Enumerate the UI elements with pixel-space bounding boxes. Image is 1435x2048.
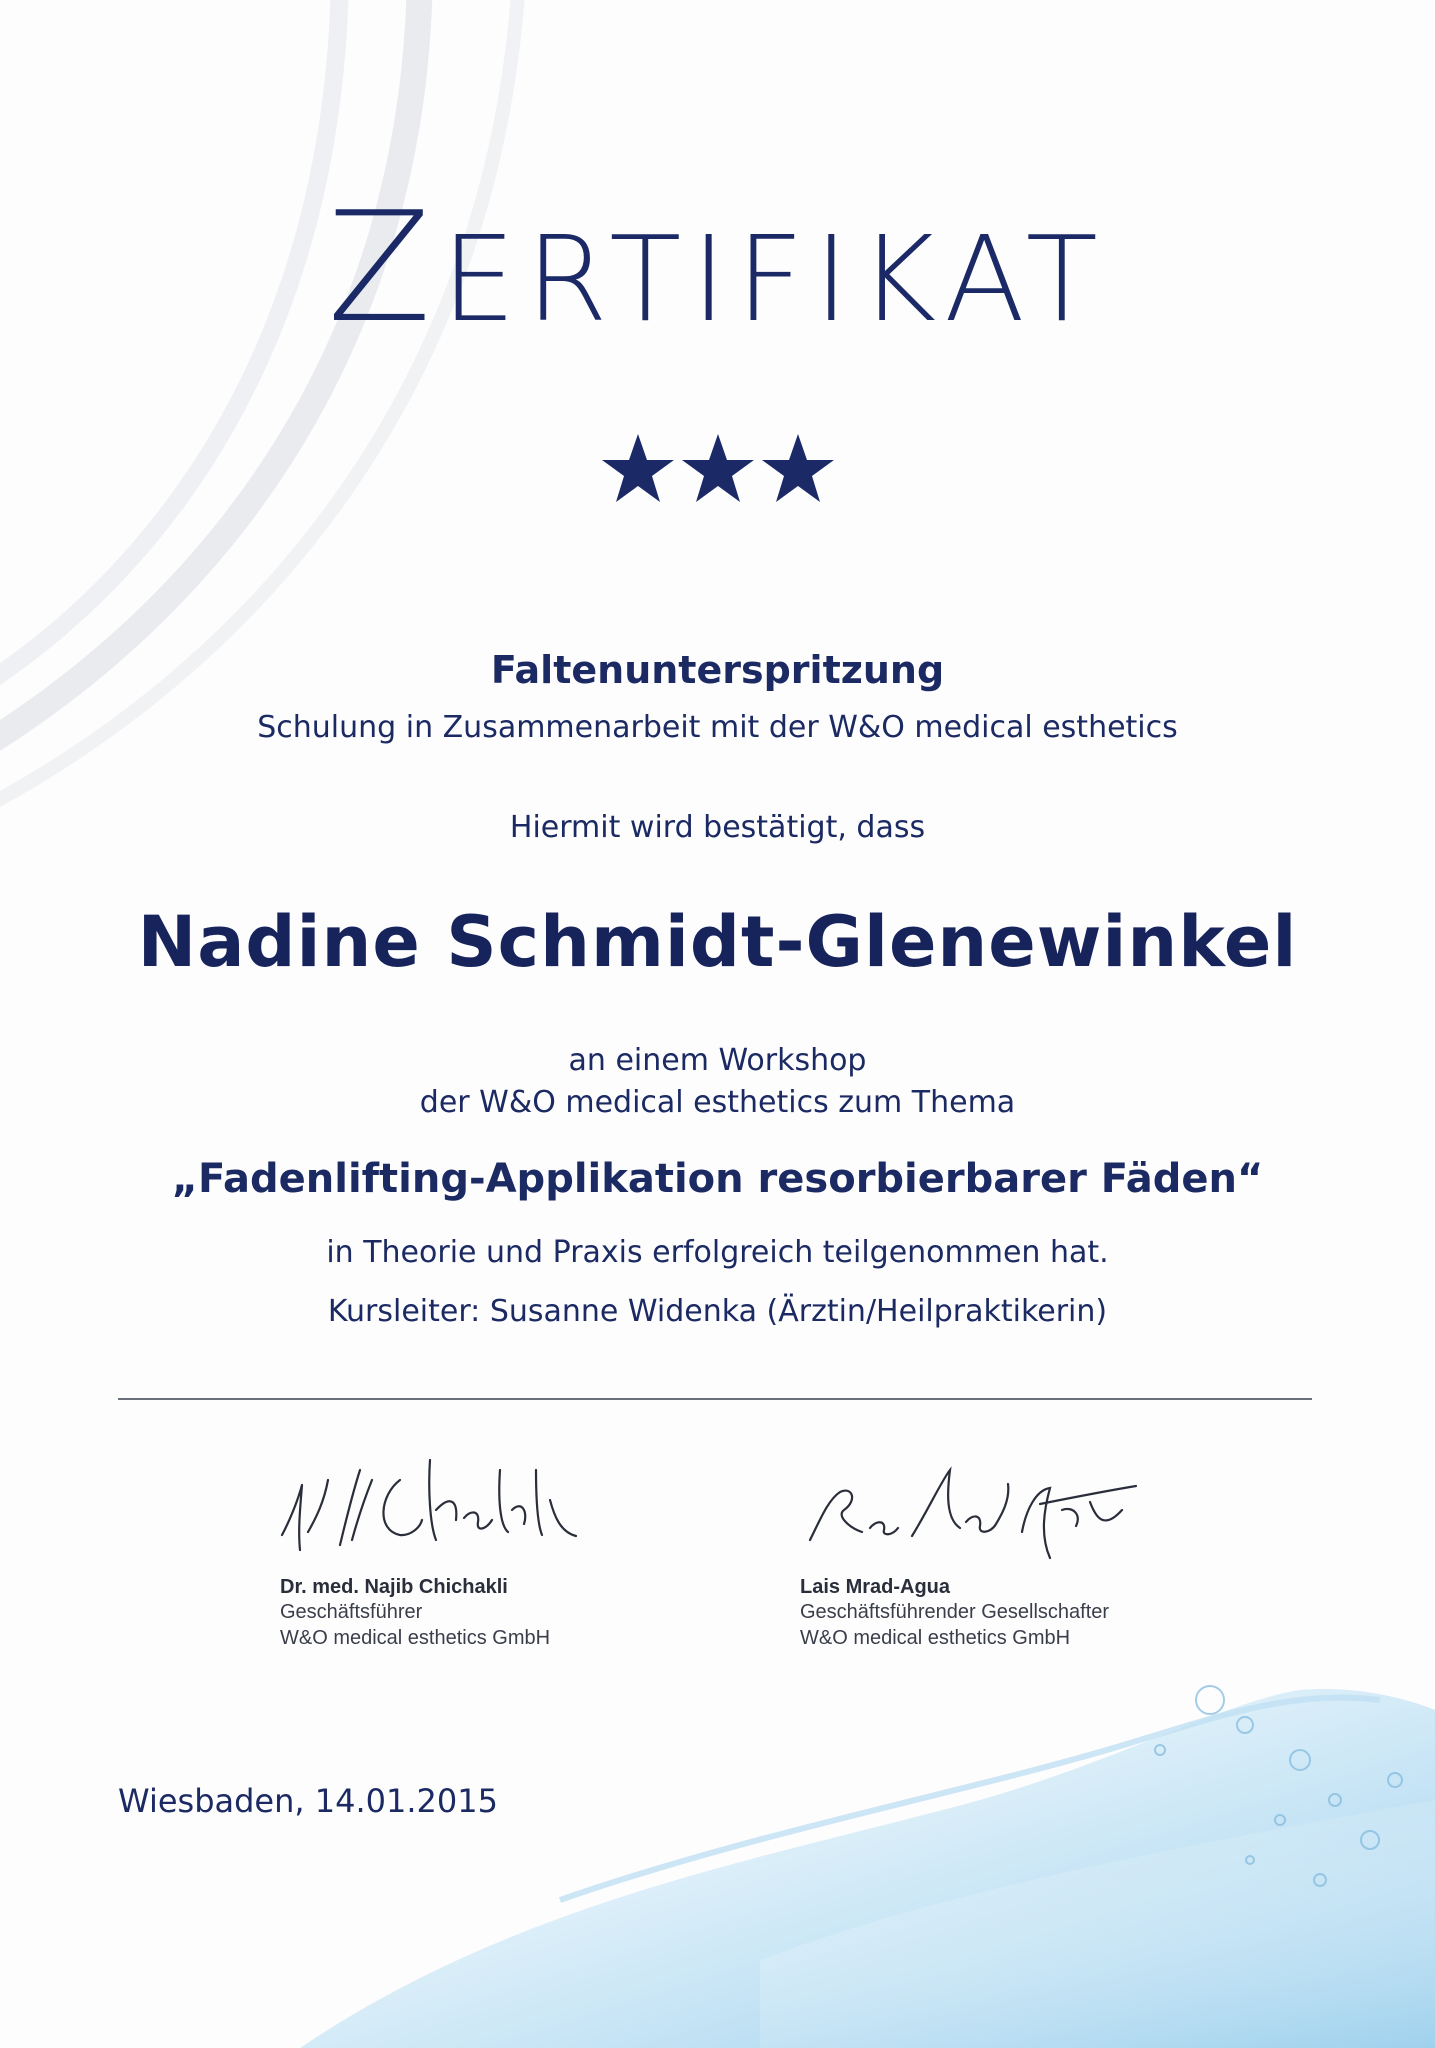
title-initial: Z — [327, 179, 442, 356]
workshop-topic: „Fadenlifting-Applikation resorbierbarer Fäden“ — [171, 1156, 1264, 1202]
recipient-name: Nadine Schmidt-Glenewinkel — [137, 901, 1298, 983]
certificate-title — [0, 179, 1435, 356]
title-rest: ERTIFIKAT — [441, 210, 1108, 348]
divider-line — [118, 1398, 1312, 1400]
signer-company: W&O medical esthetics GmbH — [280, 1627, 551, 1649]
signer-role: Geschäftsführer — [280, 1601, 423, 1623]
workshop-line-2: der W&O medical esthetics zum Thema — [419, 1085, 1016, 1120]
signer-role: Geschäftsführender Gesellschafter — [800, 1601, 1110, 1623]
signature-image — [800, 1440, 1140, 1570]
training-note: Schulung in Zusammenarbeit mit der W&O medical esthetics — [257, 710, 1178, 745]
signature-block-left — [280, 1440, 700, 1651]
place-and-date: Wiesbaden, 14.01.2015 — [118, 1782, 498, 1820]
star-icon — [762, 434, 834, 502]
signer-company: W&O medical esthetics GmbH — [800, 1627, 1071, 1649]
signature-block-right — [800, 1440, 1220, 1651]
confirmation-text: Hiermit wird bestätigt, dass — [509, 810, 926, 845]
signature-image — [280, 1440, 610, 1570]
result-text: in Theorie und Praxis erfolgreich teilgenommen hat. — [326, 1235, 1109, 1270]
star-icon — [602, 434, 674, 502]
course-subject: Faltenunterspritzung — [490, 648, 945, 692]
star-icon — [682, 434, 754, 502]
water-wave — [300, 1686, 1435, 2048]
workshop-line-1: an einem Workshop — [568, 1043, 867, 1078]
signer-name: Dr. med. Najib Chichakli — [280, 1576, 508, 1598]
rating-stars — [0, 428, 1435, 508]
course-leader: Kursleiter: Susanne Widenka (Ärztin/Heilpraktikerin) — [327, 1294, 1108, 1329]
swoosh-arcs — [0, 0, 520, 820]
signer-name: Lais Mrad-Agua — [800, 1576, 951, 1598]
